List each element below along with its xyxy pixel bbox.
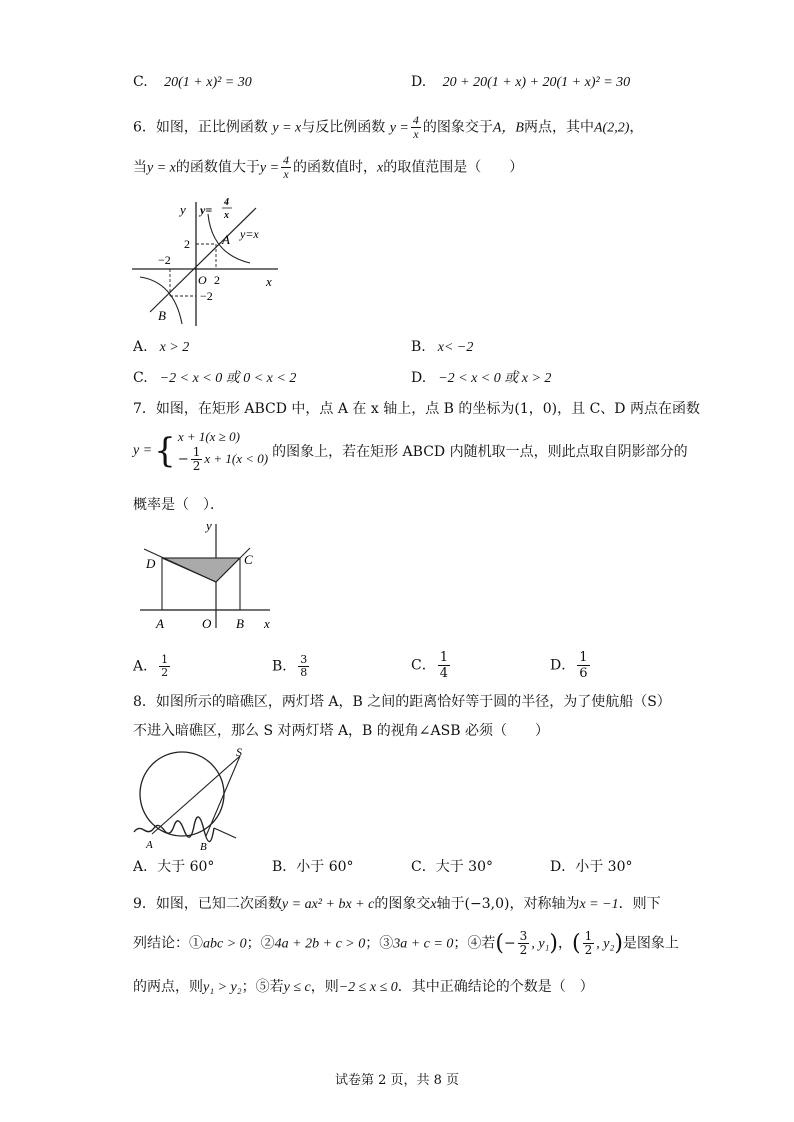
q6-option-a <box>133 338 189 357</box>
stem-text: 的函数值时， <box>293 159 378 176</box>
q9-stem-line2: 列结论：①abc > 0；②4a + 2b + c > 0；③3a + c = 0；④若(− $\frac{3}{2}$ , y₁)，( $\frac{1}{2}$ , y₂)是图象上 <box>133 929 679 957</box>
formula: abc > 0 <box>203 936 247 952</box>
q7-stem-line1: 7．如图，在矩形 ABCD 中，点 A 在 x 轴上，点 B 的坐标为(1，0)，且 C、D 两点在函数 <box>133 401 700 417</box>
fraction: $\frac{1}{2}$ <box>192 445 201 473</box>
option-label: B． <box>272 859 297 875</box>
q8-option-b <box>272 858 354 876</box>
option-expr: 20(1 + x)² = 30 <box>164 75 252 90</box>
q7-stem-line3: 概率是（ ）． <box>133 497 224 513</box>
formula: y₁ > y₂ <box>203 980 242 995</box>
stem-text: ，则 <box>310 979 339 995</box>
stem-text: x <box>377 160 384 176</box>
option-expr: x< −2 <box>437 340 474 355</box>
option-label: C． <box>411 859 436 875</box>
formula: 4a + 2b + c > 0 <box>274 936 366 952</box>
q5-option-d <box>411 73 630 92</box>
page-footer: 试卷第 2 页，共 8 页 <box>334 1073 460 1088</box>
option-label: D. <box>411 74 427 90</box>
fraction: $\frac{1}{6}$ <box>579 650 588 681</box>
formula: y = x <box>147 160 176 176</box>
reef-wave <box>134 817 214 842</box>
point-label-c: C <box>244 552 253 567</box>
stem-text: ；⑤若 <box>241 979 284 995</box>
q8-stem-line1: 8．如图所示的暗礁区，两灯塔 A，B 之间的距离恰好等于圆的半径，为了使航船（S） <box>133 694 671 710</box>
formula: y = <box>389 120 409 136</box>
option-expr: −2 < x < 0 或 0 < x < 2 <box>159 371 297 386</box>
point-label-d: D <box>146 556 156 571</box>
stem-text: 的取值范围是（ ） <box>383 159 524 176</box>
stem-text: A，B <box>492 120 524 136</box>
option-label: A． <box>133 859 158 875</box>
q8-option-d <box>550 858 633 876</box>
formula: 3a + c = 0 <box>393 936 454 952</box>
option-label: D． <box>550 859 576 875</box>
fraction: $\frac{3}{8}$ <box>300 653 308 679</box>
stem-text: ，对称轴为 <box>509 896 580 912</box>
stem-text: ， <box>629 119 644 136</box>
q8-option-c <box>411 858 493 876</box>
point-label-a: A <box>146 839 153 851</box>
q5-option-c <box>133 73 252 92</box>
q7-option-d <box>550 650 592 681</box>
option-label: A. <box>133 339 148 355</box>
formula: y = <box>259 160 280 176</box>
piecewise-cases <box>178 428 268 473</box>
formula: −2 ≤ x ≤ 0 <box>338 980 398 995</box>
point-label-b: B <box>236 616 244 631</box>
stem-text: 的图象上，若在矩形 ABCD 内随机取一点，则此点取自阴影部分的 <box>272 443 688 460</box>
option-label: C. <box>133 370 148 386</box>
sight-line-as <box>152 756 240 834</box>
stem-text: 的函数值大于 <box>175 159 260 176</box>
fraction: $\frac{1}{2}$ <box>161 653 169 679</box>
stem-text: ；③ <box>365 935 394 952</box>
stem-text: 如图，正比例函数 <box>155 119 268 136</box>
curve-label: y= <box>200 203 213 217</box>
fraction: $\frac{4}{x}$ <box>412 113 419 141</box>
q8-option-a <box>133 858 214 876</box>
stem-text: 当 <box>133 159 147 176</box>
q9-stem-line3 <box>133 978 594 997</box>
point-label-a: A <box>156 616 164 631</box>
q9-stem-line1 <box>133 895 661 914</box>
q8-reef-diagram <box>128 746 250 852</box>
stem-text: ．其中正确结论的个数是（ ） <box>397 979 594 995</box>
option-expr: 20 + 20(1 + x) + 20(1 + x)² = 30 <box>442 75 631 90</box>
axis-label-x: x <box>266 274 272 289</box>
option-label: B. <box>411 339 426 355</box>
tick-label: 2 <box>214 273 220 287</box>
tick-label: −2 <box>158 253 171 267</box>
q6-function-graph <box>128 192 288 332</box>
stem-text: 轴于 <box>436 896 465 912</box>
stem-text: ；② <box>246 935 275 952</box>
q8-stem-line2: 不进入暗礁区，那么 S 对两灯塔 A，B 的视角∠ASB 必须（ ） <box>133 723 549 739</box>
q7-option-a <box>133 654 172 679</box>
origin-label: O <box>202 616 212 631</box>
q6-stem-line1 <box>133 114 643 141</box>
stem-text: 的图象交 <box>374 896 431 912</box>
sight-line-bs <box>206 756 240 836</box>
fraction: $\frac{1}{4}$ <box>439 650 448 681</box>
stem-text: 与反比例函数 <box>301 119 386 136</box>
curve-label-num: 4 <box>224 197 229 208</box>
formula: y = <box>133 442 153 458</box>
option-text: 小于 60° <box>296 859 354 875</box>
q7-stem-line2 <box>133 428 688 473</box>
stem-text: ．则下 <box>618 896 661 912</box>
option-expr: x > 2 <box>159 340 190 355</box>
stem-text: ；④若 <box>453 935 496 952</box>
q6-option-c <box>133 369 296 388</box>
option-text: 大于 30° <box>435 859 493 875</box>
axis-label-y: y <box>180 202 186 217</box>
q6-option-d <box>411 369 551 388</box>
piecewise-case-1: x + 1(x ≥ 0) <box>177 429 240 444</box>
q7-option-c <box>411 650 452 681</box>
formula: y ≤ c <box>283 980 311 995</box>
point-label-s: S <box>236 746 242 759</box>
stem-text: 是图象上 <box>622 935 679 952</box>
option-label: D． <box>550 657 576 674</box>
option-label: A． <box>133 658 158 675</box>
stem-text: 的两点，则 <box>133 979 203 995</box>
formula: (−3,0) <box>464 896 510 912</box>
formula: A(2,2) <box>593 120 630 136</box>
tick-label: 2 <box>184 237 190 251</box>
piecewise-case-2: − $\frac{1}{2}$ x + 1(x < 0) <box>177 445 269 473</box>
axis-label-x: x <box>264 616 270 631</box>
stem-text: 两点，其中 <box>523 119 594 136</box>
option-text: 大于 60° <box>157 859 215 875</box>
point-label-a: A <box>222 232 230 247</box>
stem-text: 列结论：① <box>133 935 203 952</box>
point-label-b: B <box>200 841 207 852</box>
option-label: D. <box>411 370 427 386</box>
axis-label-y: y <box>206 518 212 533</box>
fraction: $\frac{1}{2}$ <box>584 929 593 957</box>
stem-text: 的图象交于 <box>422 119 493 136</box>
tick-label: −2 <box>200 289 213 303</box>
formula: x = −1 <box>579 897 619 912</box>
stem-text: x <box>430 897 437 912</box>
origin-label: O <box>198 273 207 287</box>
q6-option-b <box>411 338 473 357</box>
shore-line <box>214 828 236 838</box>
option-label: B． <box>272 658 297 675</box>
q7-rectangle-graph <box>130 518 280 636</box>
question-number: 6． <box>133 119 156 136</box>
curve-label-den: x <box>224 210 229 221</box>
fraction: $\frac{4}{x}$ <box>283 153 290 181</box>
option-text: 小于 30° <box>575 859 633 875</box>
stem-text: 9．如图，已知二次函数 <box>133 896 282 912</box>
fraction: $\frac{3}{2}$ <box>519 929 528 957</box>
brace-icon: { <box>154 430 176 471</box>
q6-stem-line2 <box>133 154 523 181</box>
formula: y = x <box>272 120 302 136</box>
option-label: C. <box>133 74 148 90</box>
formula: y = ax² + bx + c <box>281 897 375 912</box>
point-label-b: B <box>158 308 166 323</box>
q7-option-b <box>272 654 311 679</box>
option-label: C． <box>411 657 436 674</box>
line-label: y=x <box>240 227 259 241</box>
option-expr: −2 < x < 0 或 x > 2 <box>438 371 552 386</box>
